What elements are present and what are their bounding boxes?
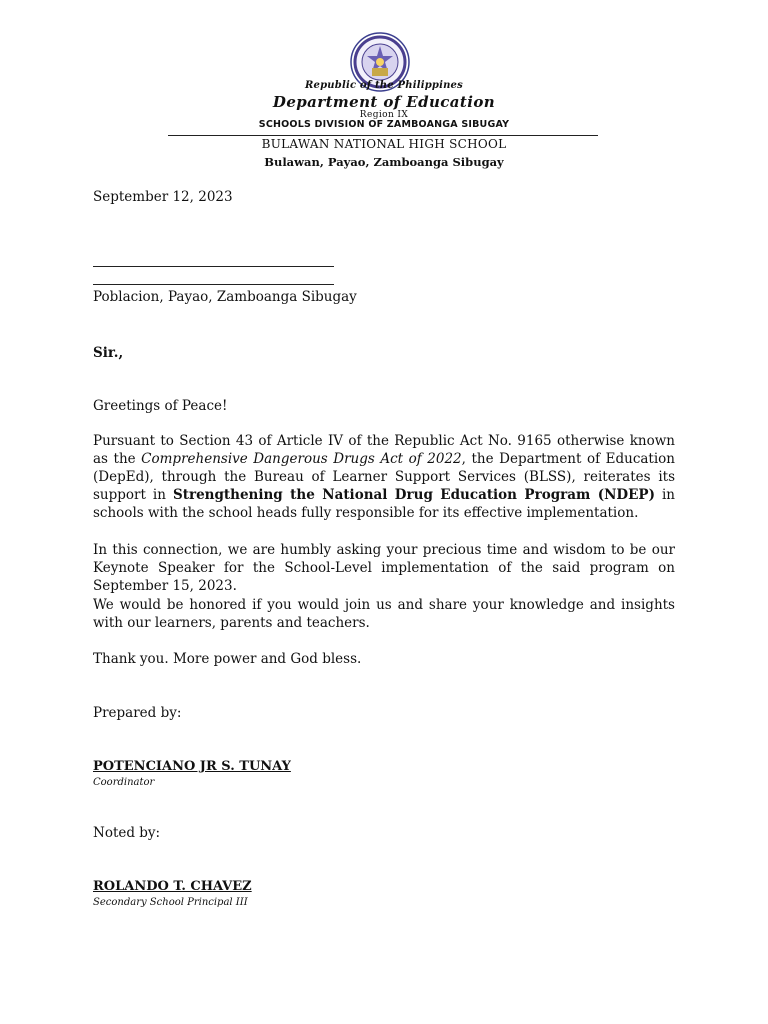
- recipient-name-line: [93, 266, 334, 267]
- prepared-by-label: Prepared by:: [93, 705, 182, 721]
- program-name: Strengthening the National Drug Education Program (NDEP): [172, 487, 655, 503]
- closing: Thank you. More power and God bless.: [93, 651, 362, 667]
- letterhead-division: SCHOOLS DIVISION OF ZAMBOANGA SIBUGAY: [258, 119, 510, 130]
- noted-by-label: Noted by:: [93, 825, 161, 841]
- greeting: Greetings of Peace!: [93, 398, 228, 414]
- noted-by-title: Secondary School Principal III: [93, 897, 248, 908]
- paragraph-purpose: [93, 432, 675, 522]
- salutation: Sir.,: [93, 345, 124, 361]
- letter-date: September 12, 2023: [93, 189, 233, 205]
- letterhead-school: BULAWAN NATIONAL HIGH SCHOOL: [261, 137, 507, 151]
- recipient-address: Poblacion, Payao, Zamboanga Sibugay: [93, 289, 357, 305]
- letterhead-republic: Republic of the Philippines: [305, 80, 463, 91]
- letterhead-department: Department of Education: [272, 93, 496, 111]
- paragraph-request: In this connection, we are humbly asking your precious time and wisdom to be our Keynote Speaker for the School-Level implementation of the said program on September 15, 2023.: [93, 542, 675, 594]
- prepared-by-title: Coordinator: [93, 777, 155, 788]
- letterhead-divider: [168, 135, 598, 136]
- noted-by-name: ROLANDO T. CHAVEZ: [93, 879, 252, 894]
- paragraph-purpose-text-2: , the Department of Education (DepEd), through the Bureau of Learner Support Services (BLSS), reiterates its support in: [93, 451, 675, 503]
- letterhead-address: Bulawan, Payao, Zamboanga Sibugay: [264, 155, 504, 169]
- paragraph-purpose-text-1: Pursuant to Section 43 of Article IV of the Republic Act No. 9165 otherwise known as the: [93, 433, 675, 467]
- prepared-by-name: POTENCIANO JR S. TUNAY: [93, 759, 291, 774]
- paragraph-purpose-text-3: in schools with the school heads fully responsible for its effective implementation.: [93, 487, 675, 521]
- letterhead-region: Region IX: [359, 110, 409, 120]
- paragraph-invitation: We would be honored if you would join us and share your knowledge and insights with our learners, parents and teachers.: [93, 597, 675, 631]
- recipient-position-line: [93, 284, 334, 285]
- act-name: Comprehensive Dangerous Drugs Act of 2022: [141, 451, 462, 467]
